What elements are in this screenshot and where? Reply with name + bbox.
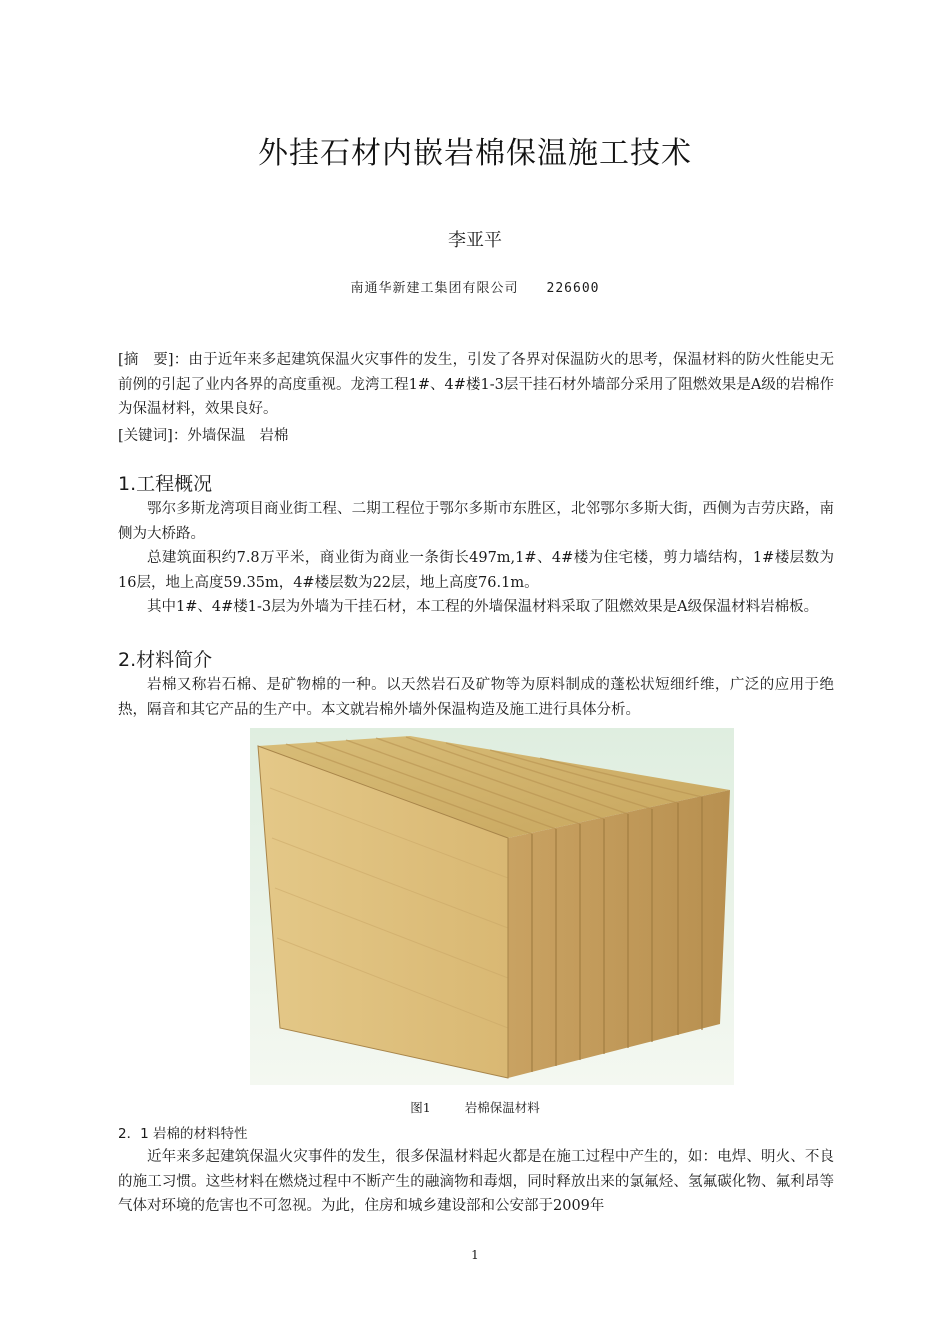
paragraph: 鄂尔多斯龙湾项目商业街工程、二期工程位于鄂尔多斯市东胜区，北邻鄂尔多斯大街，西侧为吉劳庆路，南侧为大桥路。 xyxy=(118,501,834,542)
figure-caption xyxy=(0,1098,950,1116)
rock-wool-photo xyxy=(250,728,734,1085)
section-heading: 2.材料简介 xyxy=(118,649,213,671)
keyword: 岩棉 xyxy=(259,428,289,444)
subsection-heading: 2．1 岩棉的材料特性 xyxy=(118,1126,248,1142)
author-name: 李亚平 xyxy=(448,230,502,251)
section-body xyxy=(118,1145,834,1219)
paragraph: 总建筑面积约7.8万平米，商业街为商业一条街长497m,1#、4#楼为住宅楼，剪力墙结构，1#楼层数为16层，地上高度59.35m，4#楼层数为22层，地上高度76.1m。 xyxy=(118,550,834,591)
keywords xyxy=(118,424,834,449)
section-heading: 1.工程概况 xyxy=(118,473,213,495)
affiliation xyxy=(0,277,950,296)
abstract-label: [摘 要]： xyxy=(118,352,189,368)
keyword: 外墙保温 xyxy=(187,428,246,444)
keywords-label: [关键词]： xyxy=(118,428,188,444)
affiliation-org: 南通华新建工集团有限公司 xyxy=(350,281,519,296)
abstract xyxy=(118,348,834,422)
abstract-text: 由于近年来多起建筑保温火灾事件的发生，引发了各界对保温防火的思考，保温材料的防火性能史无前例的引起了业内各界的高度重视。龙湾工程1#、4#楼1-3层干挂石材外墙部分采用了阻燃效果是A级的岩棉作为保温材料，效果良好。 xyxy=(118,352,834,417)
page-number: 1 xyxy=(471,1248,479,1262)
rock-wool-illustration xyxy=(250,728,734,1085)
section-body xyxy=(118,673,834,722)
figure-number: 图1 xyxy=(410,1100,431,1115)
postal-code: 226600 xyxy=(546,281,600,296)
paper-title: 外挂石材内嵌岩棉保温施工技术 xyxy=(258,136,692,171)
paragraph: 其中1#、4#楼1-3层为外墙为干挂石材，本工程的外墙保温材料采取了阻燃效果是A级保温材料岩棉板。 xyxy=(147,599,819,615)
section-body xyxy=(118,497,834,620)
figure-caption-text: 岩棉保温材料 xyxy=(464,1100,540,1115)
paragraph: 近年来多起建筑保温火灾事件的发生，很多保温材料起火都是在施工过程中产生的，如：电焊、明火、不良的施工习惯。这些材料在燃烧过程中不断产生的融滴物和毒烟，同时释放出来的氯氟烃、氢氟碳化物、氟利昂等气体对环境的危害也不可忽视。为此，住房和城乡建设部和公安部于2009年 xyxy=(118,1149,834,1214)
paragraph: 岩棉又称岩石棉、是矿物棉的一种。以天然岩石及矿物等为原料制成的蓬松状短细纤维，广泛的应用于绝热，隔音和其它产品的生产中。本文就岩棉外墙外保温构造及施工进行具体分析。 xyxy=(118,677,834,718)
